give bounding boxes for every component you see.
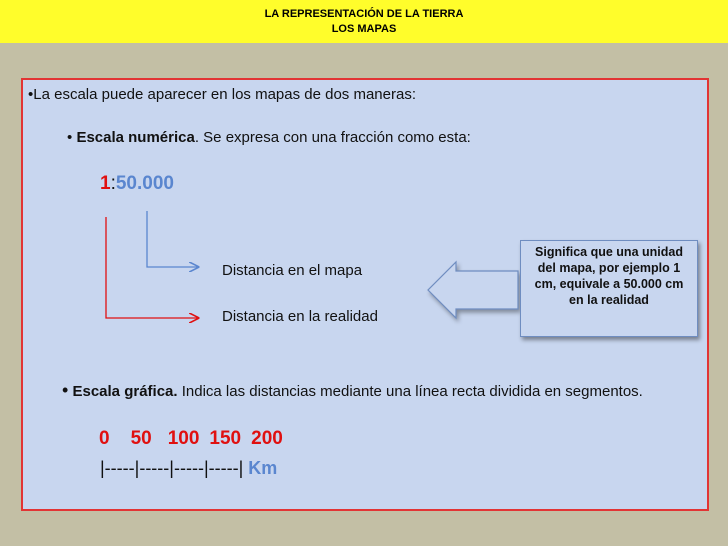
scale-number: 0 — [99, 428, 110, 449]
scale-bar-row — [100, 458, 277, 479]
scale-unit: Km — [248, 458, 278, 478]
explanation-callout: Significa que una unidad del mapa, por ejemplo 1 cm, equivale a 50.000 cm en la realidad — [520, 240, 698, 337]
slide-title: LA REPRESENTACIÓN DE LA TIERRA — [264, 8, 464, 20]
scale-number: 50 — [130, 428, 152, 449]
numeric-scale-label: Escala numérica — [76, 129, 195, 146]
graphic-scale-label: Escala gráfica. — [72, 383, 178, 400]
scale-number: 150 — [209, 428, 242, 449]
scale-number: 100 — [167, 428, 200, 449]
scale-bar: |-----|-----|-----|-----| — [100, 458, 244, 478]
numeric-scale-text: . Se expresa con una fracción como esta: — [194, 129, 471, 146]
scale-number: 200 — [251, 428, 283, 449]
fraction-numerator: 1 — [100, 173, 111, 194]
intro-text: •La escala puede aparecer en los mapas de dos maneras: — [28, 86, 416, 103]
graphic-scale-line — [62, 380, 643, 401]
real-distance-label: Distancia en la realidad — [222, 308, 378, 325]
graphic-bullet: • — [62, 380, 69, 400]
slide-subtitle: LOS MAPAS — [331, 23, 397, 35]
scale-numbers — [99, 428, 283, 450]
denominator-arrow — [147, 211, 198, 267]
map-distance-label: Distancia en el mapa — [222, 262, 363, 279]
fraction-denominator: 50.000 — [115, 173, 174, 194]
graphic-scale-text: Indica las distancias mediante una línea recta dividida en segmentos. — [177, 383, 643, 400]
fraction-separator: : — [110, 173, 116, 194]
numeric-bullet: • — [67, 129, 73, 146]
callout-arrow-shape — [428, 262, 518, 318]
